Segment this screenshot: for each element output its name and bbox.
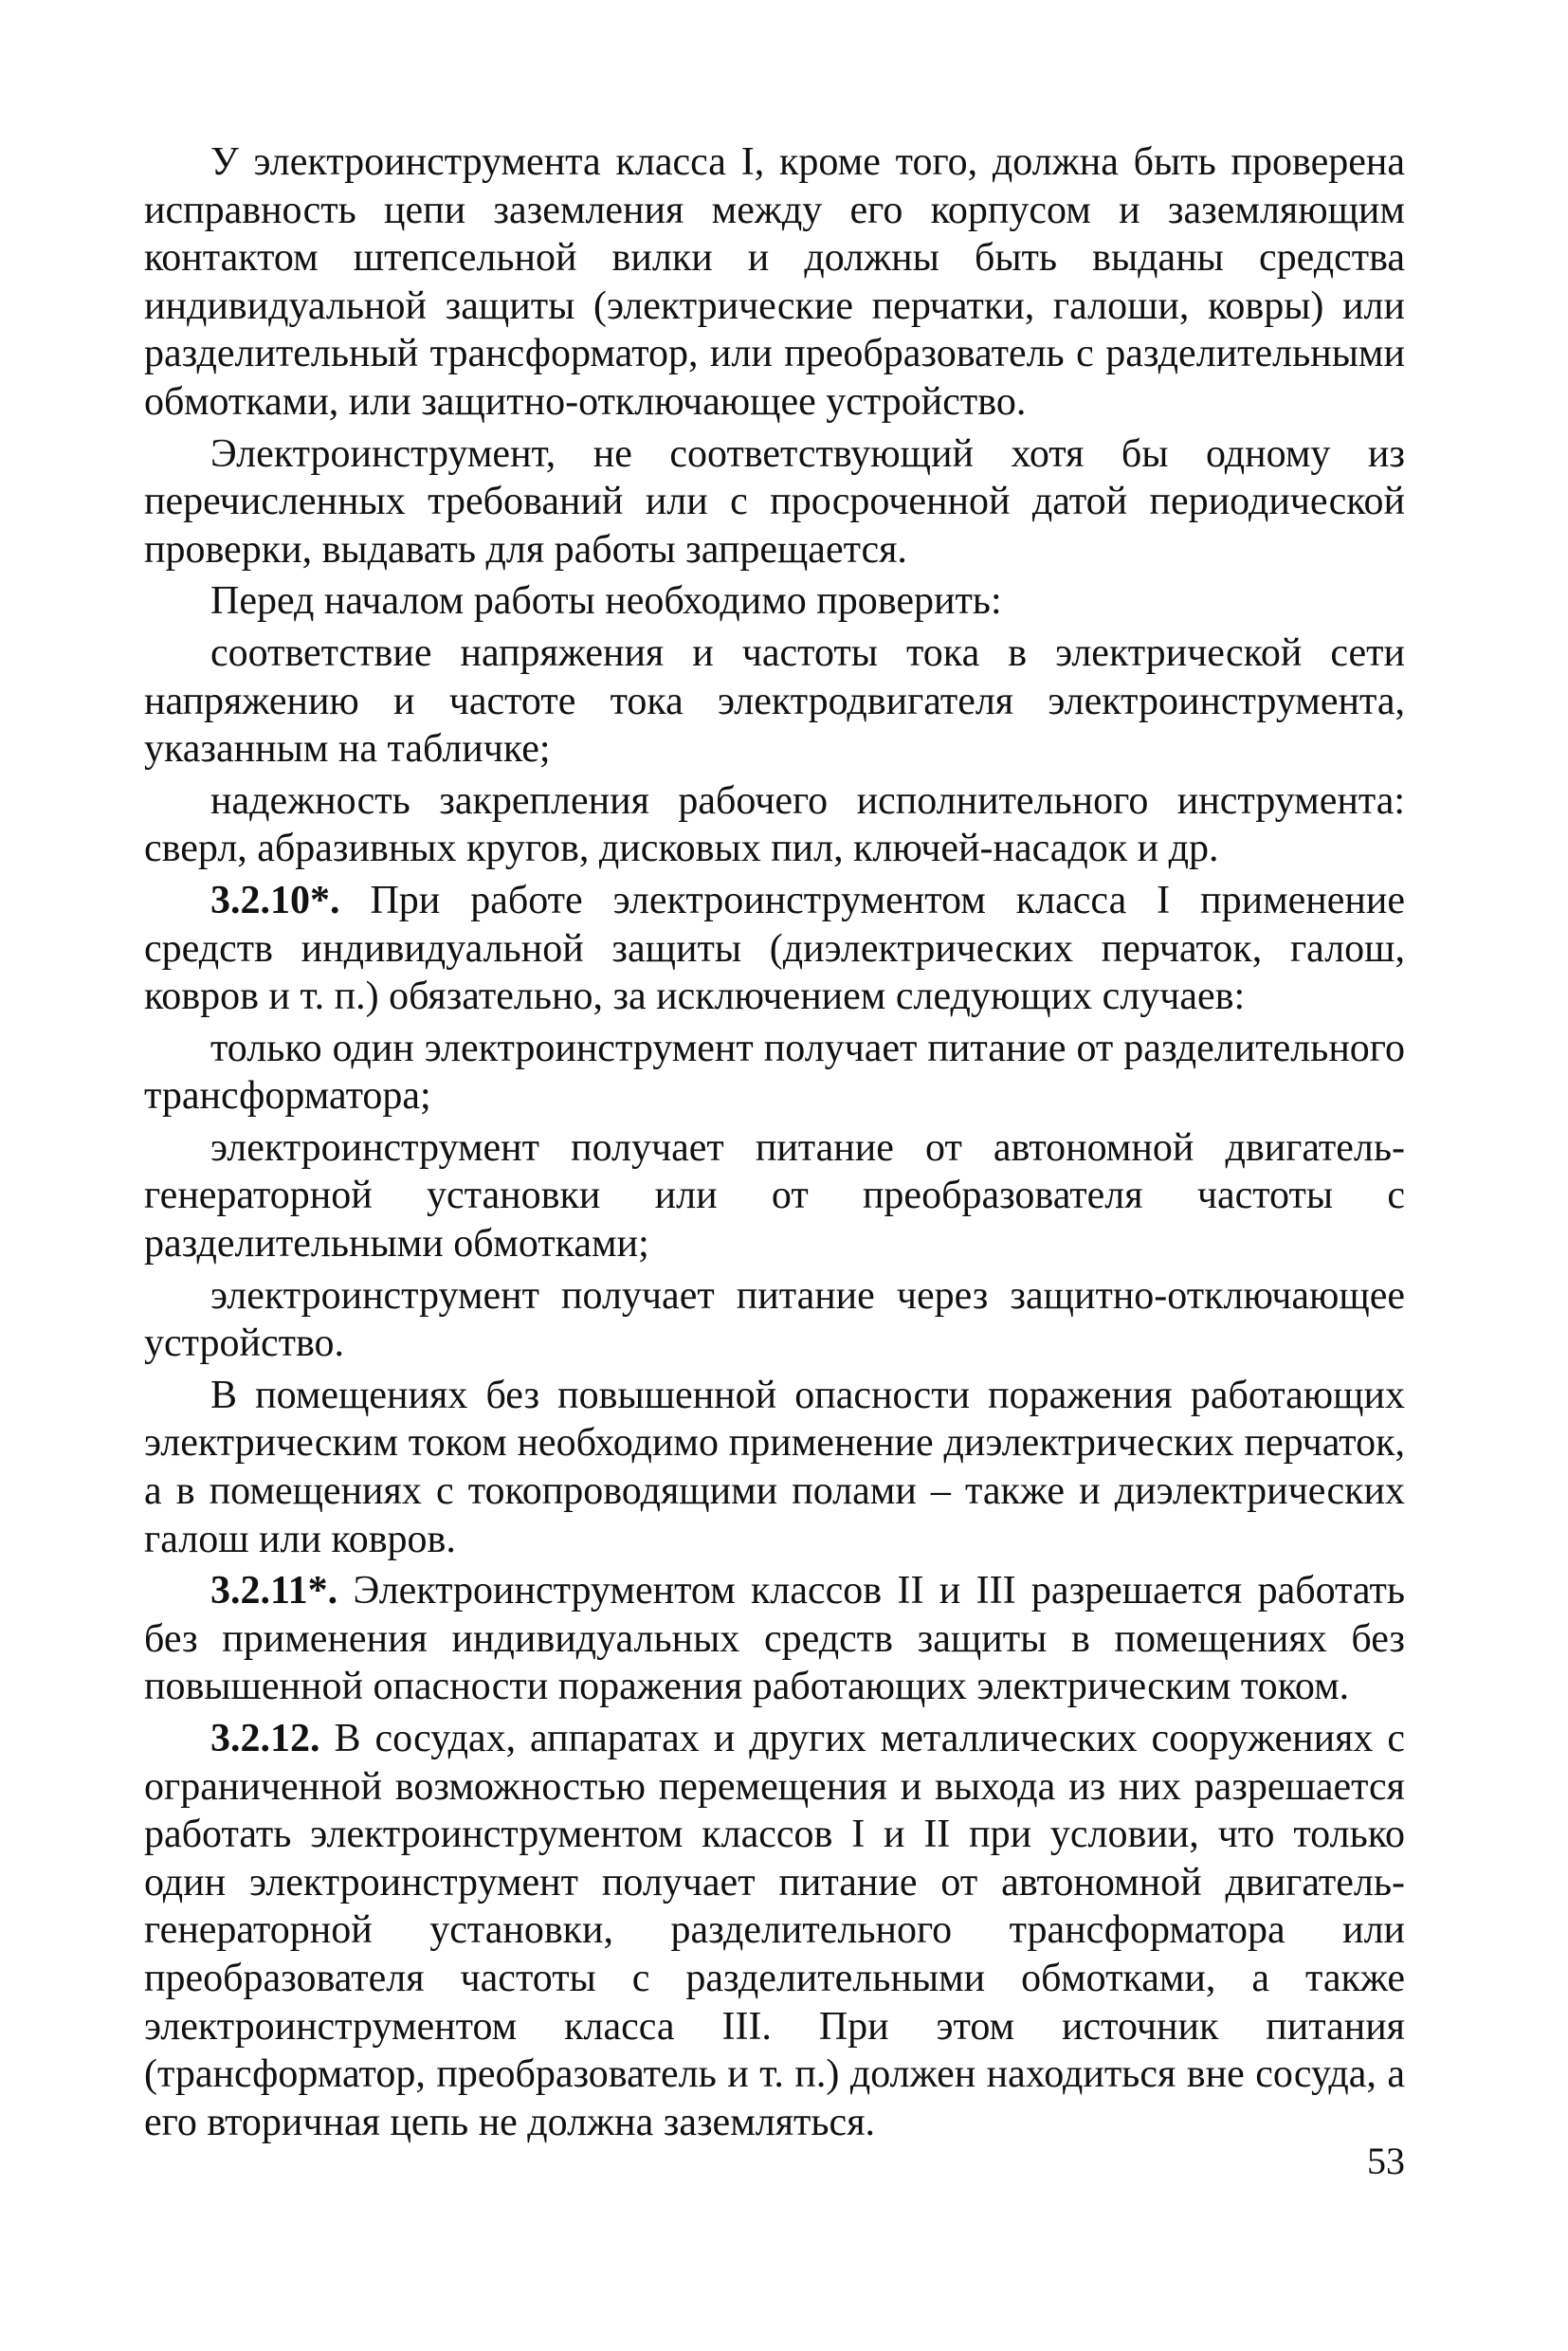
paragraph bbox=[144, 1567, 1405, 1711]
paragraph bbox=[144, 629, 1405, 774]
paragraph bbox=[144, 430, 1405, 574]
paragraph-text: соответствие напряжения и частоты тока в электрической сети напряжению и частоте тока электродвигателя электроинструмента, указанным на табличке; bbox=[144, 630, 1405, 772]
clause-number: 3.2.12. bbox=[210, 1717, 320, 1760]
page-number: 53 bbox=[1367, 2140, 1405, 2182]
body-text bbox=[144, 138, 1405, 2150]
paragraph-text: В сосудах, аппаратах и других металлических сооружениях с ограниченной возможностью перемещения и выхода из них разрешается работать электроинструментом классов I и II при условии, что только один электроинструмент получает питание от автономной двигатель-генераторной установки, разделительного трансформатора или преобразователя частоты с разделительными обмотками, а также электроинструментом класса III. При этом источник питания (трансформатор, преобразователь и т. п.) должен находиться вне сосуда, а его вторичная цепь не должна заземляться. bbox=[144, 1717, 1405, 2144]
clause-number: 3.2.10*. bbox=[210, 878, 340, 922]
paragraph bbox=[144, 1124, 1405, 1268]
paragraph bbox=[144, 1715, 1405, 2146]
paragraph bbox=[144, 877, 1405, 1021]
paragraph-text: только один электроинструмент получает питание от разделительного трансформатора; bbox=[144, 1026, 1405, 1119]
paragraph bbox=[144, 1025, 1405, 1121]
paragraph-text: Перед началом работы необходимо проверить: bbox=[210, 579, 1002, 624]
paragraph-text: Электроинструмент, не соответствующий хотя бы одному из перечисленных требований или с просроченной датой периодической проверки, выдавать для работы запрещается. bbox=[144, 431, 1405, 572]
paragraph-text: В помещениях без повышенной опасности поражения работающих электрическим током необходимо применение диэлектрических перчаток, а в помещениях с токопроводящими полами – также и диэлектрических галош или ковров. bbox=[144, 1373, 1405, 1561]
paragraph-text: надежность закрепления рабочего исполнительного инструмента: сверл, абразивных кругов, дисковых пил, ключей-насадок и др. bbox=[144, 778, 1405, 871]
paragraph-text: У электроинструмента класса I, кроме того, должна быть проверена исправность цепи заземления между его корпусом и заземляющим контактом штепсельной вилки и должны быть выданы средства индивидуальной защиты (электрические перчатки, галоши, ковры) или разделительный трансформатор, или преобразователь с разделительными обмотками, или защитно-отключающее устройство. bbox=[144, 140, 1405, 424]
paragraph bbox=[144, 577, 1405, 626]
paragraph bbox=[144, 138, 1405, 427]
paragraph-text: Электроинструментом классов II и III разрешается работать без применения индивидуальных средств защиты в помещениях без повышенной опасности поражения работающих электрическим током. bbox=[144, 1569, 1405, 1709]
paragraph bbox=[144, 1272, 1405, 1368]
paragraph bbox=[144, 777, 1405, 873]
paragraph-text: При работе электроинструментом класса I применение средств индивидуальной защиты (диэлектрических перчаток, галош, ковров и т. п.) обязательно, за исключением следующих случаев: bbox=[144, 878, 1405, 1019]
paragraph-text: электроинструмент получает питание через защитно-отключающее устройство. bbox=[144, 1273, 1405, 1366]
paragraph-text: электроинструмент получает питание от автономной двигатель-генераторной установки или от преобразователя частоты с разделительными обмотками; bbox=[144, 1125, 1405, 1267]
clause-number: 3.2.11*. bbox=[210, 1569, 338, 1613]
paragraph bbox=[144, 1372, 1405, 1563]
